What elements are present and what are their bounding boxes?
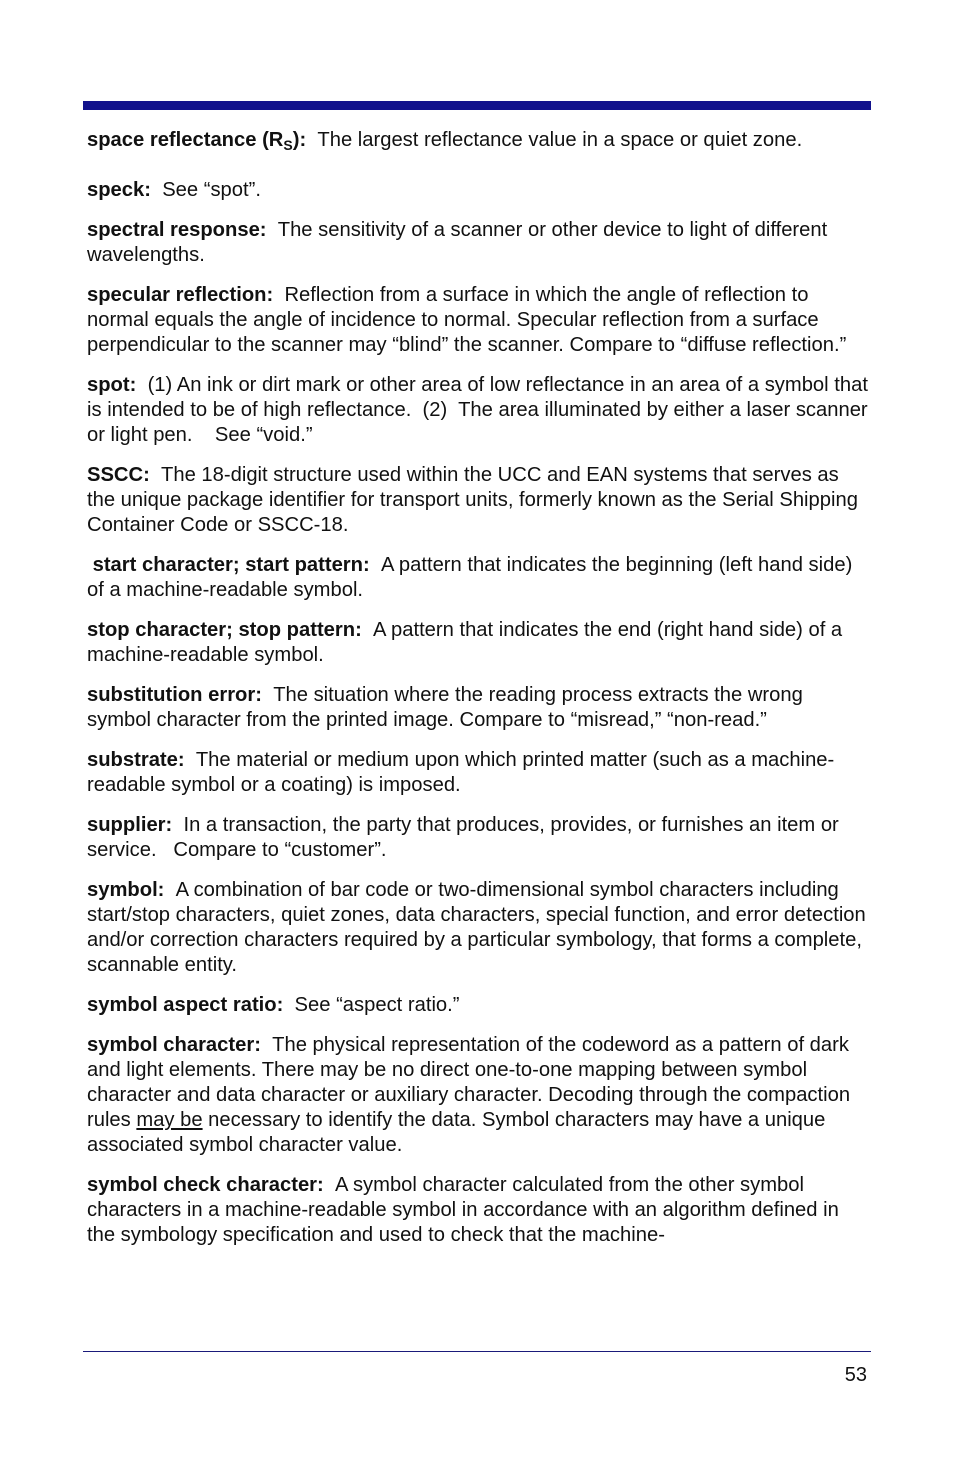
glossary-entry-start-character	[87, 553, 871, 603]
glossary-definition: The material or medium upon which printed matter (such as a machine-readable symbol or a coating) is imposed.	[87, 749, 835, 796]
glossary-term: stop character; stop pattern:	[87, 619, 362, 641]
glossary-entry-symbol-aspect-ratio	[87, 993, 871, 1018]
glossary-definition: A symbol character calculated from the other symbol characters in a machine-readable symbol in accordance with an algorithm defined in the symbology specification and used to check that the machine-	[87, 1174, 839, 1246]
glossary-definition: The situation where the reading process extracts the wrong symbol character from the printed image. Compare to “misread,” “non-read.”	[87, 684, 803, 731]
glossary-entry-stop-character	[87, 618, 871, 668]
header-rule	[83, 101, 871, 110]
glossary-term: symbol check character:	[87, 1174, 324, 1196]
glossary-definition: A pattern that indicates the beginning (left hand side) of a machine-readable symbol.	[87, 554, 853, 601]
underlined-phrase: may be	[136, 1109, 203, 1131]
glossary-definition: The physical representation of the codeword as a pattern of dark and light elements. There may be no direct one-to-one mapping between symbol character and data character or auxiliary character. Decoding through the compaction rules may be necessary to identify the data. Symbol characters may have a unique associated symbol character value.	[87, 1034, 851, 1156]
glossary-list	[87, 128, 874, 1263]
glossary-entry-symbol-character	[87, 1033, 871, 1158]
page-number: 53	[844, 1364, 867, 1386]
footer-rule	[83, 1351, 871, 1352]
glossary-term: spectral response:	[87, 219, 267, 241]
glossary-term: symbol:	[87, 879, 165, 901]
glossary-term: space reflectance (RS):	[87, 129, 307, 153]
glossary-entry-space-reflectance	[87, 128, 871, 158]
glossary-entry-symbol	[87, 878, 871, 978]
glossary-definition: In a transaction, the party that produces, provides, or furnishes an item or service. Compare to “customer”.	[87, 814, 845, 861]
glossary-entry-specular-reflection	[87, 283, 871, 358]
glossary-entry-substitution-error	[87, 683, 871, 733]
glossary-term: start character; start pattern:	[87, 554, 370, 576]
glossary-term: specular reflection:	[87, 284, 274, 306]
glossary-term: SSCC:	[87, 464, 150, 486]
glossary-definition: Reflection from a surface in which the angle of reflection to normal equals the angle of incidence to normal. Specular reflection from a surface perpendicular to the scanner may “blind” the scanner. Compare to “diffuse reflection.”	[87, 284, 847, 356]
glossary-term: substrate:	[87, 749, 185, 771]
glossary-term: supplier:	[87, 814, 173, 836]
glossary-entry-sscc	[87, 463, 871, 538]
glossary-term: substitution error:	[87, 684, 262, 706]
term-subscript: S	[283, 137, 293, 153]
glossary-term: spot:	[87, 374, 137, 396]
glossary-entry-symbol-check-character	[87, 1173, 871, 1248]
glossary-definition: A pattern that indicates the end (right hand side) of a machine-readable symbol.	[87, 619, 843, 666]
glossary-entry-spectral-response	[87, 218, 871, 268]
glossary-definition: The 18-digit structure used within the UCC and EAN systems that serves as the unique package identifier for transport units, formerly known as the Serial Shipping Container Code or SSCC-18.	[87, 464, 858, 536]
glossary-term: symbol character:	[87, 1034, 261, 1056]
glossary-term: symbol aspect ratio:	[87, 994, 284, 1016]
glossary-definition: A combination of bar code or two-dimensional symbol characters including start/stop characters, quiet zones, data characters, special function, and error detection and/or correction characters required by a particular symbology, that forms a complete, scannable entity.	[87, 879, 866, 976]
glossary-definition: See “aspect ratio.”	[294, 994, 460, 1016]
glossary-entry-substrate	[87, 748, 871, 798]
glossary-entry-supplier	[87, 813, 871, 863]
glossary-definition: (1) An ink or dirt mark or other area of low reflectance in an area of a symbol that is intended to be of high reflectance. (2) The area illuminated by either a laser scanner or light pen. See “void.”	[87, 374, 874, 446]
glossary-term: speck:	[87, 179, 151, 201]
glossary-definition: The largest reflectance value in a space or quiet zone.	[317, 129, 803, 151]
glossary-entry-spot	[87, 373, 874, 448]
glossary-definition: The sensitivity of a scanner or other device to light of different wavelengths.	[87, 219, 828, 266]
glossary-definition: See “spot”.	[162, 179, 261, 201]
glossary-entry-speck	[87, 178, 871, 203]
